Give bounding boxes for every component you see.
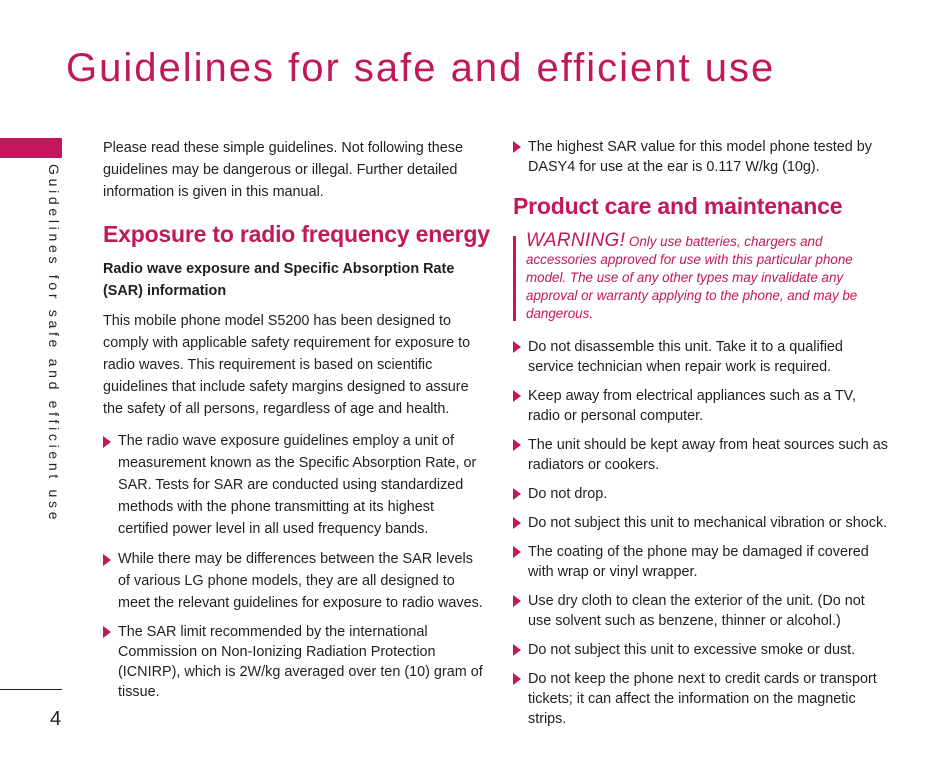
list-item-text: The coating of the phone may be damaged if covered with wrap or vinyl wrapper. bbox=[528, 544, 869, 580]
warning-bar bbox=[513, 236, 516, 321]
list-item bbox=[103, 430, 483, 540]
list-item-text: Do not subject this unit to excessive smoke or dust. bbox=[528, 642, 856, 658]
list-item-text: The highest SAR value for this model phone tested by DASY4 for use at the ear is 0.117 W/kg (10g). bbox=[528, 139, 872, 175]
section-heading-rf-exposure: Exposure to radio frequency energy bbox=[103, 221, 490, 247]
bullet-arrow-icon bbox=[513, 141, 521, 153]
list-item bbox=[513, 137, 888, 177]
bullet-arrow-icon bbox=[513, 439, 521, 451]
bullet-arrow-icon bbox=[513, 517, 521, 529]
list-item bbox=[513, 435, 888, 475]
warning-box bbox=[513, 232, 888, 323]
intro-paragraph: Please read these simple guidelines. Not following these guidelines may be dangerous or illegal. Further detailed information is given in this manual. bbox=[103, 140, 463, 200]
list-item bbox=[103, 622, 483, 702]
section-subheading-sar: Radio wave exposure and Specific Absorption Rate (SAR) information bbox=[103, 261, 455, 299]
list-item bbox=[513, 669, 888, 729]
list-item-text: The unit should be kept away from heat sources such as radiators or cookers. bbox=[528, 437, 888, 473]
bullet-arrow-icon bbox=[513, 488, 521, 500]
list-item bbox=[513, 513, 888, 533]
footer-divider bbox=[0, 689, 62, 690]
side-tab-marker bbox=[0, 138, 62, 158]
bullet-arrow-icon bbox=[513, 673, 521, 685]
list-item bbox=[103, 548, 483, 614]
list-item bbox=[513, 386, 888, 426]
bullet-arrow-icon bbox=[513, 390, 521, 402]
list-item-text: Do not keep the phone next to credit cards or transport tickets; it can affect the information on the magnetic strips. bbox=[528, 671, 877, 727]
bullet-arrow-icon bbox=[103, 554, 111, 566]
bullet-arrow-icon bbox=[103, 436, 111, 448]
bullet-arrow-icon bbox=[513, 546, 521, 558]
page-number: 4 bbox=[50, 708, 62, 730]
list-item bbox=[513, 591, 888, 631]
bullet-arrow-icon bbox=[513, 644, 521, 656]
list-item-text: While there may be differences between the SAR levels of various LG phone models, they are all designed to meet the relevant guidelines for exposure to radio waves. bbox=[118, 551, 483, 611]
list-item-text: The SAR limit recommended by the international Commission on Non-Ionizing Radiation Protection (ICNIRP), which is 2W/kg averaged over ten (10) gram of tissue. bbox=[118, 624, 483, 700]
bullet-arrow-icon bbox=[513, 341, 521, 353]
side-tab-label: Guidelines for safe and efficient use bbox=[46, 164, 62, 524]
list-item bbox=[513, 337, 888, 377]
bullet-arrow-icon bbox=[513, 595, 521, 607]
section-heading-product-care: Product care and maintenance bbox=[513, 193, 843, 219]
warning-label: WARNING! bbox=[526, 230, 626, 251]
list-item-text: Do not disassemble this unit. Take it to a qualified service technician when repair work is required. bbox=[528, 339, 843, 375]
list-item bbox=[513, 542, 888, 582]
list-item bbox=[513, 640, 888, 660]
list-item-text: Use dry cloth to clean the exterior of the unit. (Do not use solvent such as benzene, thinner or alcohol.) bbox=[528, 593, 865, 629]
bullet-arrow-icon bbox=[103, 626, 111, 638]
list-item bbox=[513, 484, 888, 504]
list-item-text: The radio wave exposure guidelines employ a unit of measurement known as the Specific Absorption Rate, or SAR. Tests for SAR are conducted using standardized methods with the phone transmitting at its highest certified power level in all used frequency bands. bbox=[118, 433, 477, 537]
right-column bbox=[513, 137, 888, 738]
warning-text: Only use batteries, chargers and accessories approved for use with this particular phone model. The use of any other types may invalidate any approval or warranty applying to the phone, and may be dangerous. bbox=[526, 234, 858, 321]
list-item-text: Keep away from electrical appliances such as a TV, radio or personal computer. bbox=[528, 388, 856, 424]
page-title: Guidelines for safe and efficient use bbox=[66, 46, 776, 90]
list-item-text: Do not drop. bbox=[528, 486, 608, 502]
left-column bbox=[103, 137, 490, 710]
sar-paragraph: This mobile phone model S5200 has been designed to comply with applicable safety requirement for exposure to radio waves. This requirement is based on scientific guidelines that include safety margins designed to assure the safety of all persons, regardless of age and health. bbox=[103, 313, 471, 417]
list-item-text: Do not subject this unit to mechanical vibration or shock. bbox=[528, 515, 888, 531]
